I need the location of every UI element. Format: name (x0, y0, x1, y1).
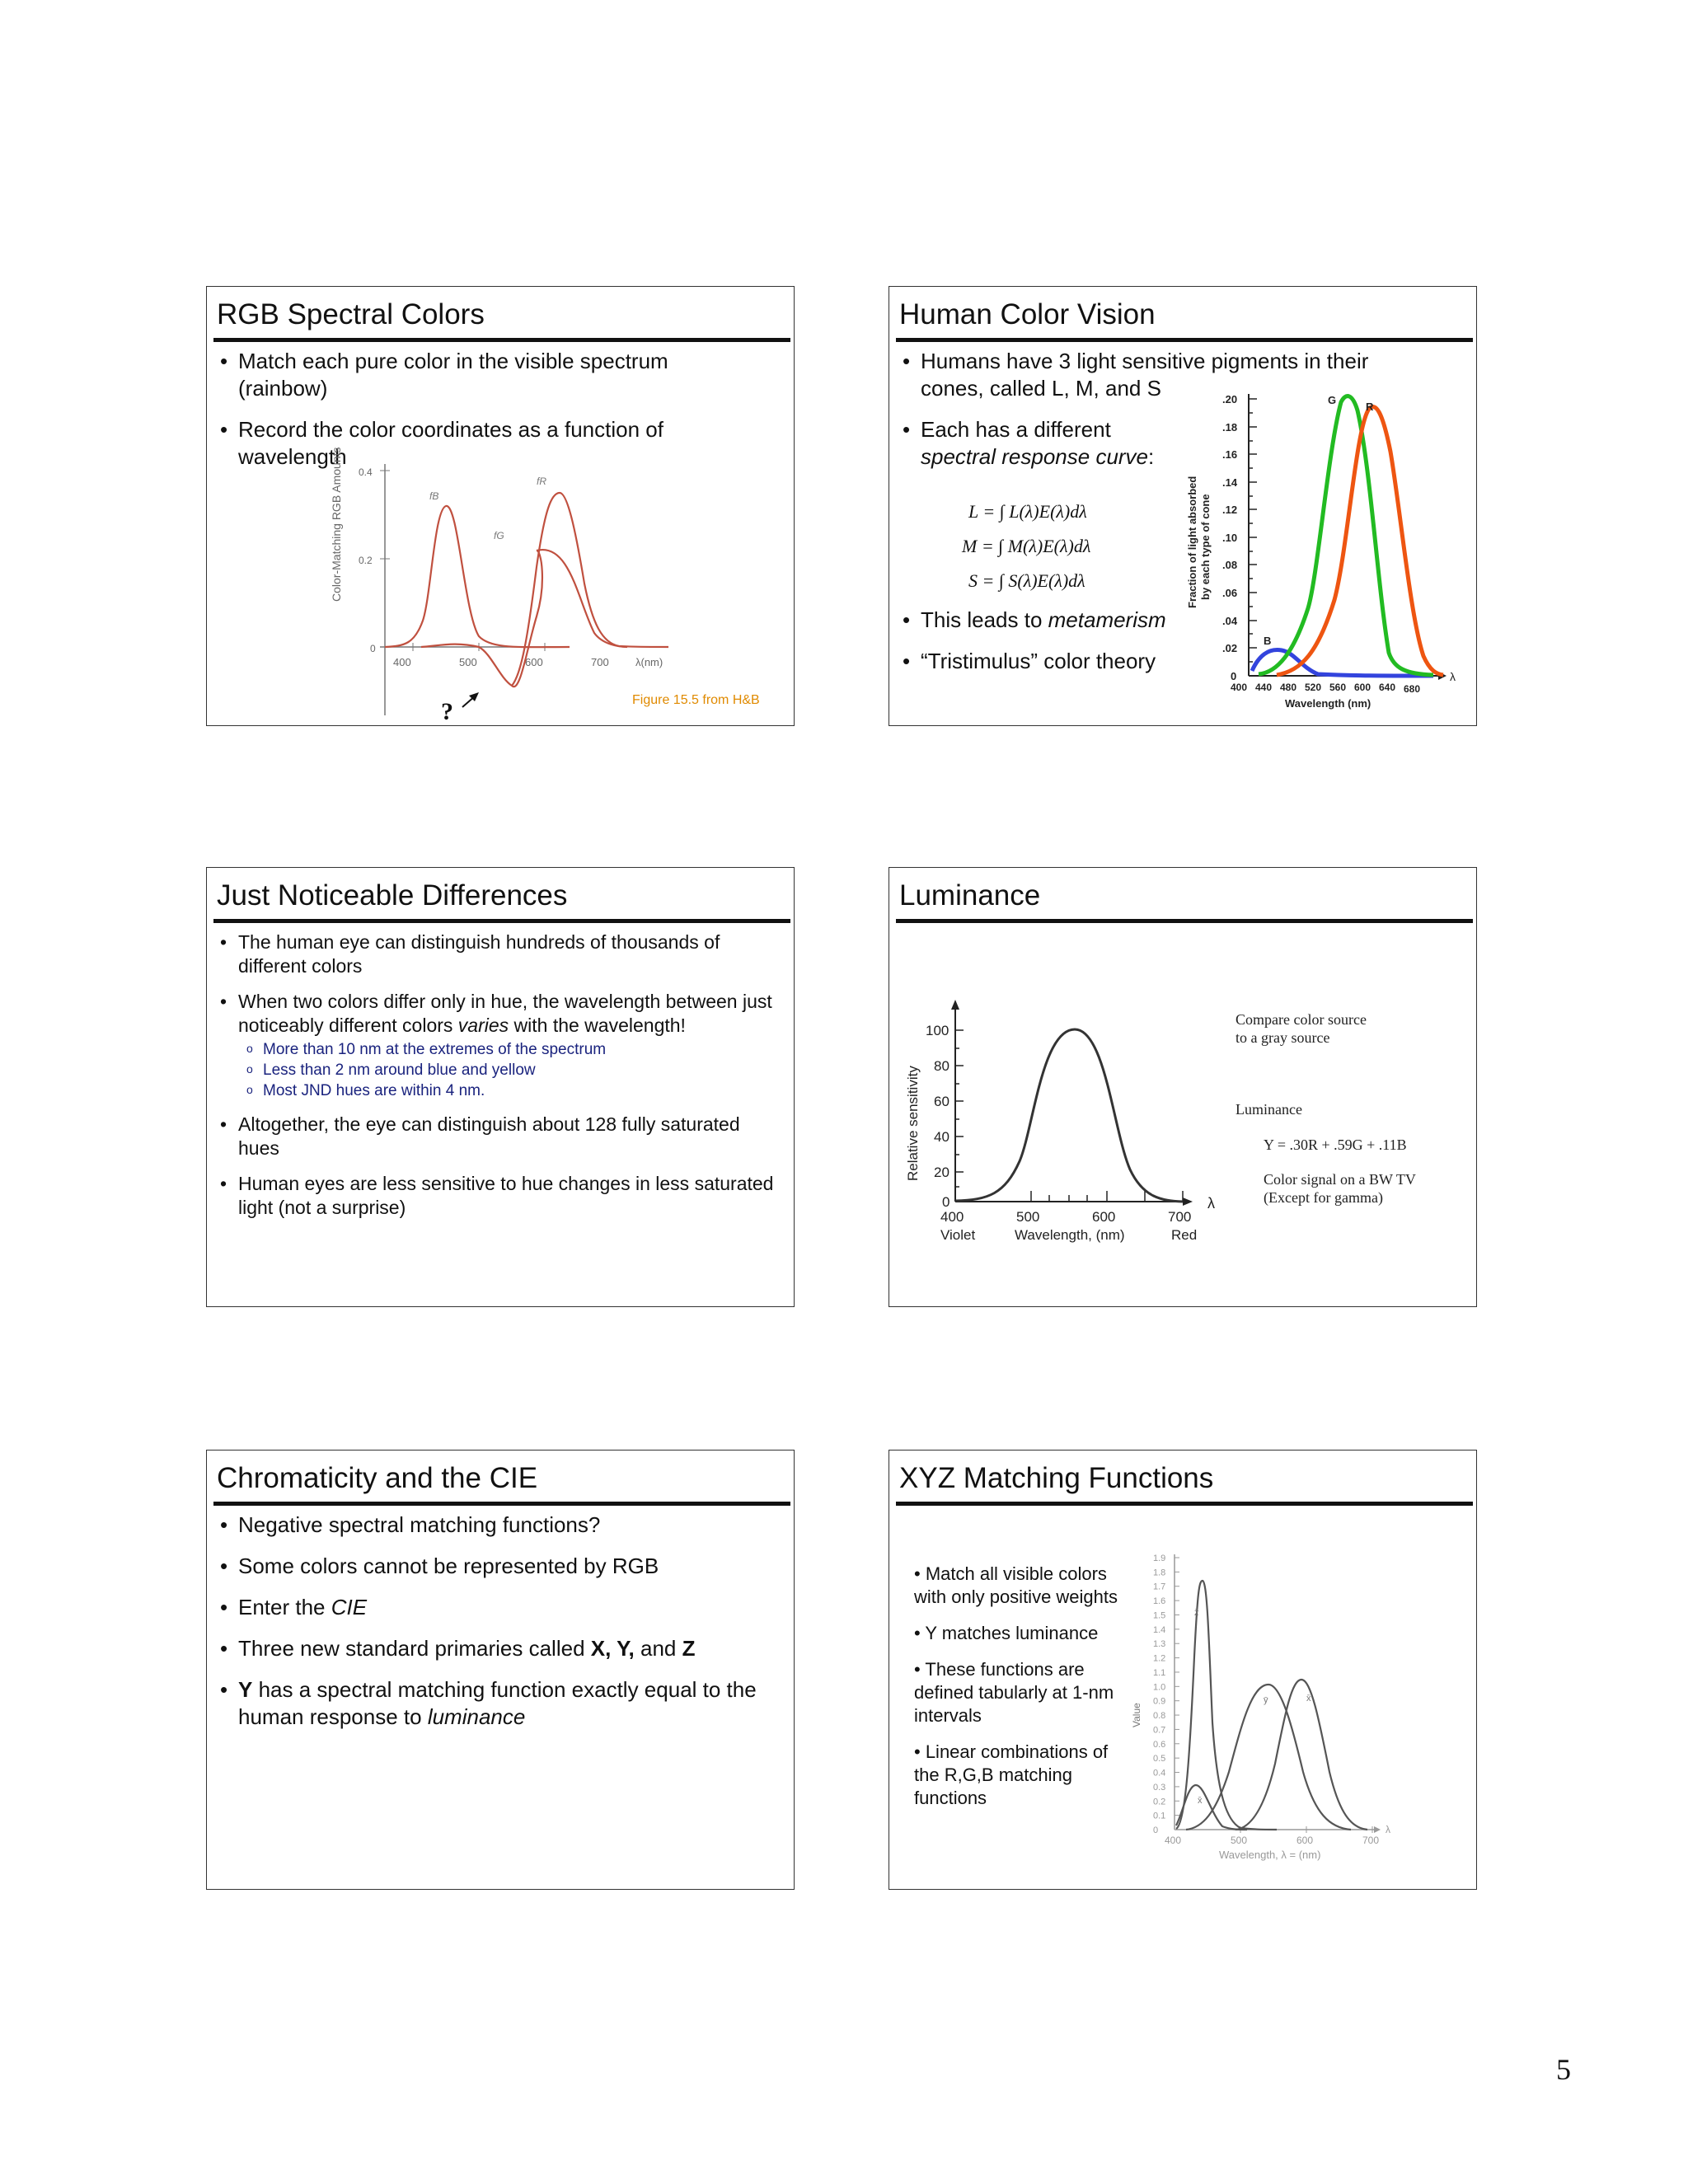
x-tick-label: 400 (393, 656, 411, 668)
bullet: • Negative spectral matching functions? (217, 1511, 777, 1539)
y-tick-label: .06 (1222, 587, 1238, 599)
luminance-formula: Y = .30R + .59G + .11B (1264, 1137, 1407, 1153)
x-tick-label: 700 (1168, 1209, 1192, 1225)
y-tick-label: 0.6 (1153, 1739, 1166, 1750)
y-tick-label: 1.9 (1153, 1554, 1166, 1563)
y-tick-label: .12 (1222, 504, 1238, 516)
y-tick-label: 0.3 (1153, 1782, 1166, 1793)
title-rule (896, 919, 1473, 923)
slide-chromaticity-cie (206, 1450, 795, 1890)
slide-title: Human Color Vision (899, 298, 1156, 330)
sub-bullet: o More than 10 nm at the extremes of the spectrum (238, 1039, 777, 1060)
title-rule (896, 1502, 1473, 1506)
bullet: • Each has a different spectral response curve: (899, 416, 1184, 471)
y-tick-label: 1.2 (1153, 1653, 1166, 1664)
page-number: 5 (1556, 2053, 1571, 2086)
y-tick-label: 0 (1231, 670, 1237, 682)
y-tick-label: 20 (934, 1165, 950, 1180)
bullet: • Altogether, the eye can distinguish about 128 fully saturated hues (217, 1113, 777, 1160)
slide-title: Luminance (899, 879, 1041, 912)
title-rule (213, 1502, 790, 1506)
y-tick-label: 1.1 (1153, 1667, 1166, 1678)
bullet: • Enter the CIE (217, 1594, 777, 1621)
equation-s: S = ∫ S(λ)E(λ)dλ (968, 570, 1085, 591)
x-sub-label: Red (1171, 1227, 1198, 1243)
x-axis-lambda: λ (1207, 1195, 1215, 1212)
x-tick-label: 500 (1231, 1835, 1248, 1846)
slide-just-noticeable-differences (206, 867, 795, 1307)
y-tick-label: 0 (1153, 1825, 1159, 1835)
slide-human-color-vision (889, 286, 1477, 726)
y-tick-label: 100 (926, 1023, 950, 1038)
luminance-curve (955, 1029, 1183, 1202)
bullet: • The human eye can distinguish hundreds of thousands of different colors (217, 930, 777, 978)
y-tick-label: 0.1 (1153, 1811, 1166, 1821)
y-tick-label: .08 (1222, 559, 1238, 571)
y-tick-label: 1.7 (1153, 1582, 1166, 1592)
y-axis-label-1: Fraction of light absorbed (1186, 476, 1198, 608)
curve-label-fg: fG (494, 530, 504, 541)
x-tick-label: 400 (1231, 682, 1248, 693)
bullet-list-lower (899, 607, 1201, 689)
x-sub-label: Wavelength, (nm) (1015, 1227, 1125, 1243)
compare-text-2: to a gray source (1236, 1029, 1330, 1046)
luminance-chart (889, 868, 1477, 1307)
slide-luminance (889, 867, 1477, 1307)
x-tick-label: 680 (1404, 683, 1421, 695)
x-tick-label: 600 (1092, 1209, 1116, 1225)
slide-title: RGB Spectral Colors (217, 298, 485, 330)
sub-bullet: o Less than 2 nm around blue and yellow (238, 1060, 777, 1080)
curve-fb (385, 506, 570, 647)
x-tick-label: 400 (940, 1209, 964, 1225)
y-axis-label: Color-Matching RGB Amounts (330, 447, 343, 602)
x-axis-lambda: λ (1450, 670, 1456, 683)
bullet: • Y matches luminance (914, 1623, 1099, 1643)
y-tick-label: .16 (1222, 448, 1238, 461)
x-tick-label: 560 (1329, 682, 1347, 693)
y-tick-label: 0.5 (1153, 1754, 1166, 1765)
curve-z (1176, 1581, 1277, 1830)
y-tick-label: .10 (1222, 532, 1238, 544)
y-tick-label: 60 (934, 1094, 950, 1109)
y-tick-label: 0.9 (1153, 1696, 1166, 1707)
x-tick-label: 600 (525, 656, 543, 668)
x-tick-label: 700 (591, 656, 609, 668)
y-tick-label: 1.5 (1153, 1610, 1166, 1621)
label-r: R (1366, 401, 1374, 413)
y-tick-label: 1.4 (1153, 1624, 1166, 1635)
bullet: • These functions are defined tabularly at 1-nm intervals (914, 1659, 1114, 1726)
curve-fg (421, 550, 627, 687)
y-tick-label: 1.6 (1153, 1596, 1166, 1607)
x-sub-label: Violet (940, 1227, 976, 1243)
y-tick-label: 0 (942, 1194, 950, 1210)
bullet: • Record the color coordinates as a function of wavelength (217, 416, 733, 471)
curve-s-blue (1252, 649, 1433, 676)
x-unit-label: λ(nm) (635, 656, 663, 668)
x-tick-label: 640 (1379, 682, 1396, 693)
y-tick-label: .18 (1222, 421, 1238, 434)
curve-label-fb: fB (429, 490, 439, 502)
y-tick-label: .14 (1222, 476, 1238, 489)
curve-y (1186, 1685, 1351, 1830)
y-tick-label: .04 (1222, 615, 1238, 627)
x-tick-label: 400 (1165, 1835, 1182, 1846)
y-tick-label: 0.4 (1153, 1768, 1166, 1779)
title-rule (896, 338, 1473, 342)
x-tick-label: 600 (1296, 1835, 1314, 1846)
y-tick-label: .02 (1222, 642, 1238, 654)
slide-title: Just Noticeable Differences (217, 879, 568, 912)
question-mark: ? (441, 698, 453, 725)
bullet-list (217, 930, 777, 1231)
x-tick-label: 500 (459, 656, 477, 668)
x-tick-label: 520 (1305, 682, 1322, 693)
y-tick-label: 1.0 (1153, 1682, 1166, 1693)
bullet: • When two colors differ only in hue, the wavelength between just noticeably different colors varies with the wavelength! o More than 10 nm at the extremes of the spectrum o Less than 2 nm around blue and yellow o Most JND hues are within 4 nm. (217, 990, 777, 1101)
x-axis-label: Wavelength (nm) (1285, 697, 1372, 710)
bullet: • Human eyes are less sensitive to hue changes in less saturated light (not a surprise) (217, 1172, 777, 1220)
question-arrow (462, 696, 476, 707)
x-tick-label: 480 (1280, 682, 1297, 693)
y-tick-label: 0.2 (1153, 1797, 1166, 1807)
title-rule (213, 338, 790, 342)
equation-l: L = ∫ L(λ)E(λ)dλ (968, 501, 1087, 522)
bullet-list (914, 1563, 1130, 1823)
x-tick-label: 500 (1016, 1209, 1040, 1225)
figure-caption: Figure 15.5 from H&B (632, 693, 760, 707)
bullet: • This leads to metamerism (899, 607, 1201, 634)
x-axis-lambda: λ (1386, 1824, 1390, 1835)
y-tick-label: 40 (934, 1129, 950, 1145)
x-tick-label: 600 (1354, 682, 1372, 693)
sub-bullet: o Most JND hues are within 4 nm. (238, 1080, 777, 1101)
bullet: • Three new standard primaries called X, Y, and Z (217, 1635, 777, 1662)
y-axis-label: Relative sensitivity (905, 1066, 921, 1181)
x-axis-label: Wavelength, λ = (nm) (1219, 1849, 1321, 1861)
equation-m: M = ∫ M(λ)E(λ)dλ (962, 536, 1091, 556)
x-tick-label: 440 (1255, 682, 1273, 693)
bullet-list (217, 1511, 777, 1745)
sub-list (238, 1039, 777, 1101)
title-rule (213, 919, 790, 923)
curve-label-z: z̄ (1194, 1608, 1199, 1618)
bullet: • Match all visible colors with only positive weights (914, 1563, 1118, 1607)
curve-x (1236, 1680, 1367, 1830)
slide-rgb-spectral-colors (206, 286, 795, 726)
bullet: • Humans have 3 light sensitive pigments in their cones, called L, M, and S (899, 348, 1465, 402)
bullet-list (899, 348, 1465, 485)
y-tick-label: 1.8 (1153, 1568, 1166, 1578)
slide-xyz-matching-functions (889, 1450, 1477, 1890)
y-tick-label: 1.3 (1153, 1639, 1166, 1650)
tv-signal-1: Color signal on a BW TV (1264, 1171, 1416, 1188)
bullet: • Some colors cannot be represented by RGB (217, 1553, 777, 1580)
bullet: • Y has a spectral matching function exactly equal to the human response to luminance (217, 1676, 777, 1731)
curve-label-x: x̄ (1306, 1694, 1311, 1704)
curve-label-x-small: x̄ (1198, 1796, 1203, 1806)
y-tick-label: 0 (370, 643, 376, 654)
curve-label-fr: fR (537, 476, 546, 487)
y-tick-label: 80 (934, 1058, 950, 1074)
slide-title: XYZ Matching Functions (899, 1462, 1214, 1494)
luminance-label: Luminance (1236, 1101, 1302, 1118)
y-tick-label: .20 (1222, 393, 1238, 405)
y-tick-label: 0.8 (1153, 1711, 1166, 1722)
y-tick-label: 0.7 (1153, 1725, 1166, 1736)
x-tick-label: 700 (1362, 1835, 1380, 1846)
bullet: • “Tristimulus” color theory (899, 648, 1201, 675)
label-b: B (1264, 635, 1272, 647)
bullet: • Linear combinations of the R,G,B matching functions (914, 1741, 1109, 1808)
y-axis-label-2: by each type of cone (1199, 494, 1212, 600)
y-tick-label: 0.4 (359, 466, 373, 478)
curve-label-y: ȳ (1264, 1695, 1268, 1705)
slide-title: Chromaticity and the CIE (217, 1462, 538, 1494)
curve-x-small (1176, 1785, 1247, 1830)
y-tick-label: 0.2 (359, 555, 373, 566)
tv-signal-2: (Except for gamma) (1264, 1189, 1383, 1206)
compare-text-1: Compare color source (1236, 1011, 1367, 1028)
bullet-list (217, 348, 733, 485)
curve-fr (512, 493, 668, 686)
y-axis-label: Value (1131, 1703, 1142, 1727)
bullet: • Match each pure color in the visible spectrum (rainbow) (217, 348, 733, 402)
label-g: G (1328, 394, 1337, 406)
